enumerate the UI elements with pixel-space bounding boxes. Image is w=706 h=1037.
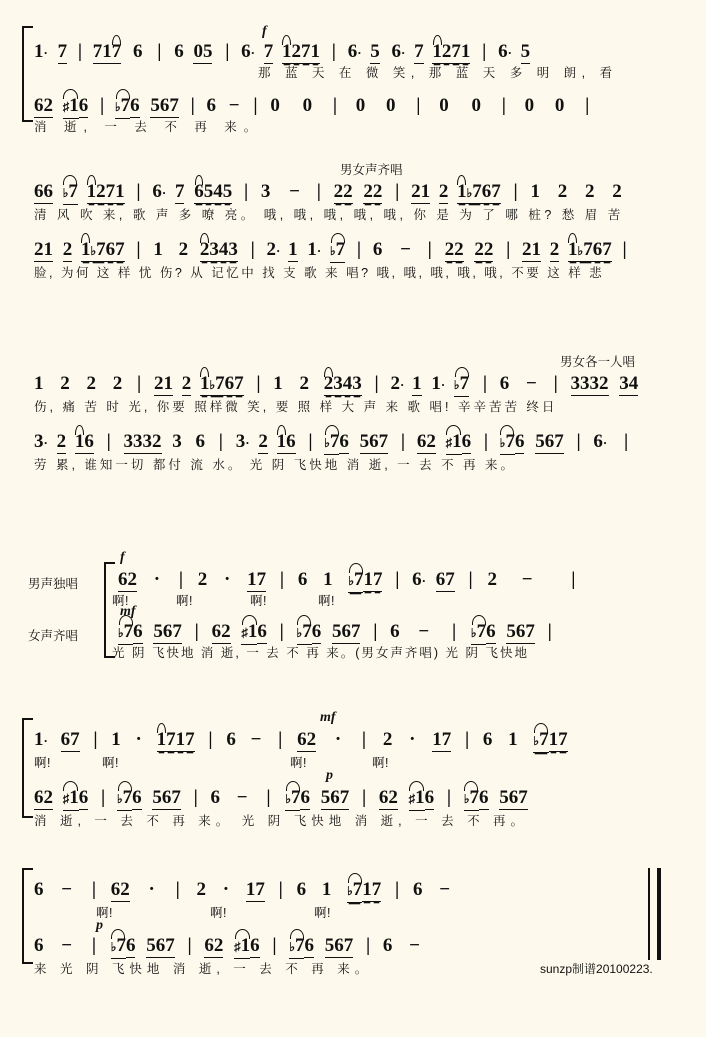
lyrics-line-3a: 伤, 痛 苦 时 光, 你要 照样微 笑, 要 照 样 大 声 来 歌 唱! 辛辛苦苦 终日: [34, 400, 558, 414]
lyrics-line-6a: 啊! 啊! 啊!: [96, 906, 331, 920]
notes-line-3a: 1 2 2 2 | 21 2 1♭767 | 1 2 2343 | 2· 1 1· ♭7 | 6 − | 3332 34: [34, 374, 638, 397]
dynamic-f-1: f: [262, 24, 267, 39]
dynamic-mf-5: mf: [320, 710, 336, 725]
lyrics-line-6b: 来 光 阴 飞快地 消 逝, 一 去 不 再 来。: [34, 962, 373, 976]
lyrics-line-5a: 啊! 啊! 啊! 啊!: [34, 756, 389, 770]
notes-line-6a: 6 − | 62 · | 2 · 17 | 6 1 ♭717 | 6 −: [34, 880, 450, 903]
lyrics-line-4b: 光 阴 飞快地 消 逝, 一 去 不 再 来。(男女声齐唱) 光 阴 飞快地: [112, 646, 529, 660]
notes-line-5b: 62 ♯16 | ♭76 567 | 6 − | ♭76 567 | 62 ♯16 | ♭76 567: [34, 788, 528, 811]
lyrics-line-1a: 那 蓝 天 在 微 笑, 那 蓝 天 多 明 朗, 看: [258, 66, 618, 80]
notes-line-2a: 66 ♭7 1271 | 6· 7 6545 | 3 − | 22 22 | 21 2 1♭767 | 1 2 2 2: [34, 182, 622, 205]
notes-line-2b: 21 2 1♭767 | 1 2 2343 | 2· 1 1· ♭7 | 6 − | 22 22 | 21 2 1♭767 |: [34, 240, 627, 263]
voice-label-4b: 女声齐唱: [28, 629, 79, 643]
system-brace-5: [22, 718, 33, 818]
lyrics-line-1b: 消 逝, 一 去 不 再 来。: [34, 120, 264, 134]
dynamic-p-6: p: [96, 918, 103, 933]
notes-line-1a: 1· 7 | 717 6 | 6 05 | 6· 7 1271 | 6· 5 6· 7 1271 | 6· 5: [34, 41, 531, 62]
notes-line-1b: 62 ♯16 | ♭76 567 | 6 − | 0 0 | 0 0 | 0 0 | 0 0 |: [34, 96, 589, 119]
lyrics-line-3b: 劳 累, 谁知一切 都付 流 水。 光 阴 飞快地 消 逝, 一 去 不 再 来。: [34, 458, 517, 472]
credit-line: sunzp制谱20100223.: [540, 962, 653, 976]
lyrics-line-4a: 啊! 啊! 啊! 啊!: [112, 594, 335, 608]
dynamic-f-4: f: [120, 550, 125, 565]
system-brace-4: [104, 562, 115, 658]
notes-line-6b: 6 − | ♭76 567 | 62 ♯16 | ♭76 567 | 6 −: [34, 936, 420, 959]
notes-line-5a: 1· 67 | 1 · 1717 | 6 − | 62 · | 2 · 17 | 6 1 ♭717: [34, 730, 568, 753]
notes-line-4b: ♭76 567 | 62 ♯16 | ♭76 567 | 6 − | ♭76 567 |: [118, 622, 552, 645]
voice-label-2: 男女声齐唱: [340, 163, 403, 177]
dynamic-mf-4: mf: [120, 604, 136, 619]
lyrics-line-5b: 消 逝, 一 去 不 再 来。 光 阴 飞快地 消 逝, 一 去 不 再。: [34, 814, 529, 828]
lyrics-line-2b: 脸, 为何 这 样 忧 伤? 从 记忆中 找 支 歌 来 唱? 哦, 哦, 哦, 哦, 哦, 不要 这 样 悲: [34, 266, 605, 280]
lyrics-line-2a: 清 风 吹 来, 歌 声 多 嘹 亮。 哦, 哦, 哦, 哦, 哦, 你 是 为 了 哪 桩? 愁 眉 苦: [34, 208, 624, 222]
notes-line-4a: 62 · | 2 · 17 | 6 1 ♭717 | 6· 67 | 2 − |: [118, 570, 575, 593]
voice-label-3: 男女各一人唱: [560, 355, 636, 369]
system-brace-6: [22, 868, 33, 964]
voice-label-4a: 男声独唱: [28, 577, 79, 591]
system-brace-1: [22, 26, 33, 122]
final-barline: [648, 868, 661, 960]
dynamic-p-5: p: [326, 768, 333, 783]
notes-line-3b: 3· 2 16 | 3332 3 6 | 3· 2 16 | ♭76 567 | 62 ♯16 | ♭76 567 | 6· |: [34, 432, 628, 455]
